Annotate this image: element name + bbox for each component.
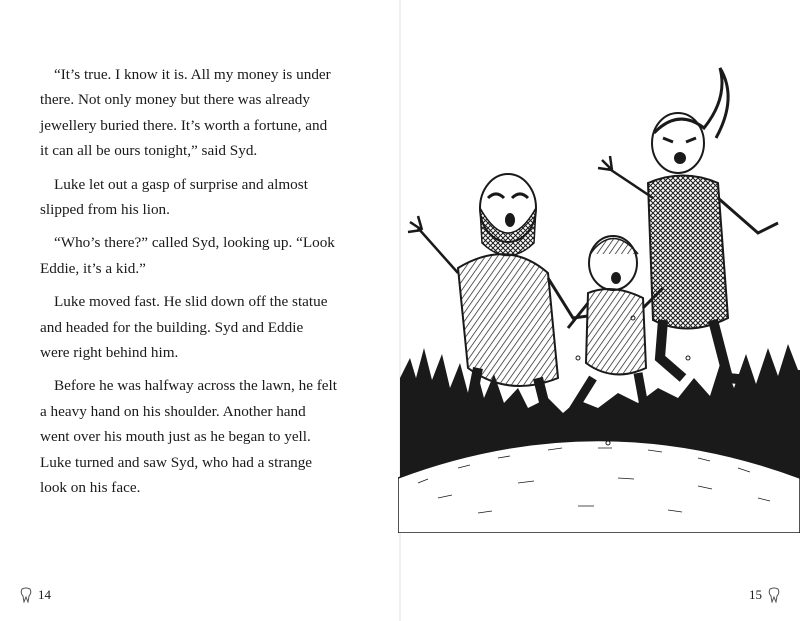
paragraph-4 [40, 289, 362, 365]
page-number-left [20, 587, 51, 603]
text-line: went over his mouth just as he began to yell. [40, 428, 311, 446]
left-page-text [40, 62, 362, 509]
tooth-icon [768, 587, 780, 603]
text-line: look on his face. [40, 479, 141, 497]
text-line: Before he was halfway across the lawn, he felt [54, 377, 337, 395]
text-line: a heavy hand on his shoulder. Another hand [40, 402, 306, 420]
text-line: Eddie, it’s a kid.” [40, 259, 146, 277]
text-line: Luke turned and saw Syd, who had a strange [40, 453, 313, 471]
text-line: Luke moved fast. He slid down off the statue [54, 293, 328, 311]
text-line: Luke let out a gasp of surprise and almost [54, 175, 308, 193]
text-line: were right behind him. [40, 344, 179, 362]
text-line: “Who’s there?” called Syd, looking up. “Look [54, 234, 335, 252]
page-number: 14 [38, 587, 51, 602]
story-illustration [398, 58, 800, 533]
page-number: 15 [749, 587, 762, 602]
text-line: it can all be ours tonight,” said Syd. [40, 142, 258, 160]
paragraph-5 [40, 373, 362, 500]
text-line: and headed for the building. Syd and Eddie [40, 318, 304, 336]
text-line: slipped from his lion. [40, 201, 170, 219]
tooth-icon [20, 587, 32, 603]
text-line: there. Not only money but there was already [40, 91, 310, 109]
text-line: “It’s true. I know it is. All my money is under [54, 66, 331, 83]
text-line: jewellery buried there. It’s worth a fortune, and [40, 116, 328, 134]
paragraph-2 [40, 172, 362, 223]
paragraph-1 [40, 62, 362, 164]
page-number-right [749, 587, 780, 603]
paragraph-3 [40, 230, 362, 281]
